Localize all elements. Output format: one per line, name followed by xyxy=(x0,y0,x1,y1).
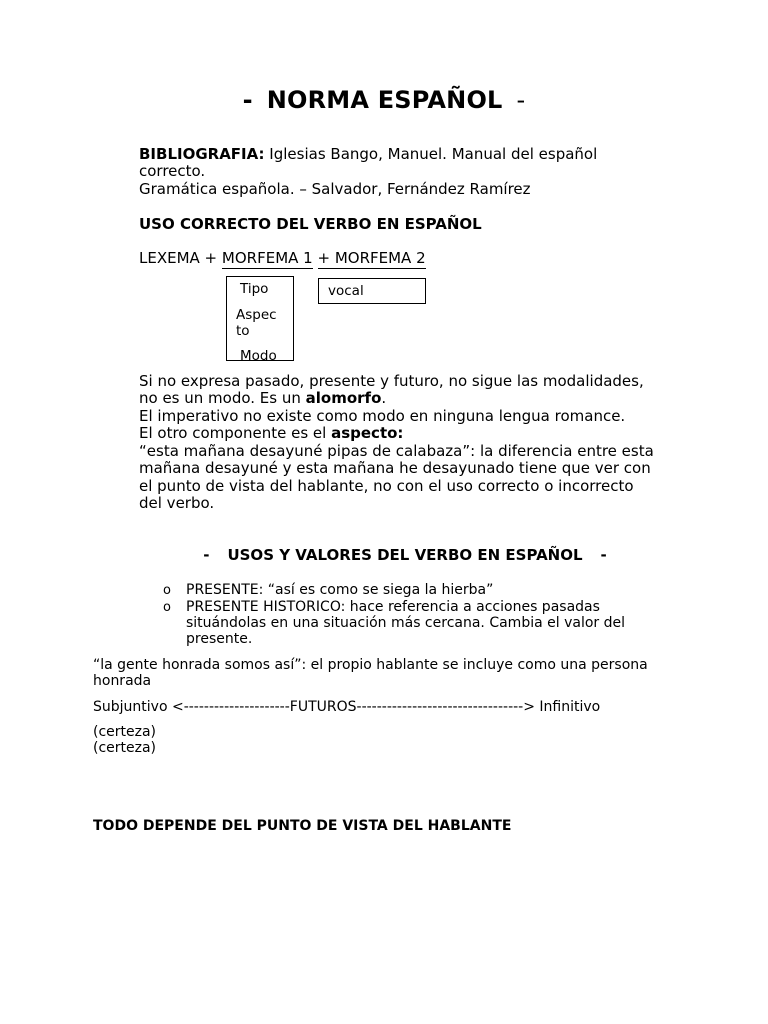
quote-line: “la gente honrada somos así”: el propio hablante se incluye como una persona xyxy=(93,657,648,673)
box-item-tipo: Tipo xyxy=(240,281,269,297)
verb-formula xyxy=(139,250,426,268)
bullet-marker: o xyxy=(163,600,171,615)
paragraph-line xyxy=(139,425,403,443)
heading-dash-right: - xyxy=(600,546,607,564)
text-fragment: . xyxy=(381,389,387,407)
conclusion-heading: TODO DEPENDE DEL PUNTO DE VISTA DEL HABLANTE xyxy=(93,818,512,834)
bibliography-line-1 xyxy=(139,146,597,164)
bibliography-line-2: correcto. xyxy=(139,162,206,180)
heading-dash-left: - xyxy=(203,546,210,564)
formula-morfema-1: MORFEMA 1 xyxy=(221,249,313,267)
term-aspecto: aspecto: xyxy=(331,424,404,442)
bullet-item-continuation: presente. xyxy=(186,631,253,647)
paragraph-line: del verbo. xyxy=(139,494,215,512)
title-dash-left: - xyxy=(242,86,253,114)
page-title xyxy=(0,86,768,114)
term-alomorfo: alomorfo xyxy=(305,389,382,407)
section1-heading: USO CORRECTO DEL VERBO EN ESPAÑOL xyxy=(139,215,482,233)
certeza-label: (certeza) xyxy=(93,724,157,740)
text-fragment: El otro componente es el xyxy=(139,424,332,442)
morfema-1-box xyxy=(226,276,294,361)
text-fragment: no es un modo. Es un xyxy=(139,389,306,407)
bibliography-text: Iglesias Bango, Manuel. Manual del español xyxy=(264,145,598,163)
certeza-label: (certeza) xyxy=(93,740,157,756)
bullet-item-presente-historico: PRESENTE HISTORICO: hace referencia a acciones pasadas xyxy=(186,599,600,615)
formula-morfema-2: + MORFEMA 2 xyxy=(317,249,426,267)
title-dash-right: - xyxy=(516,86,526,114)
paragraph-line: “esta mañana desayuné pipas de calabaza”: la diferencia entre esta xyxy=(139,442,654,460)
box-item-vocal: vocal xyxy=(328,283,364,299)
quote-line: honrada xyxy=(93,673,152,689)
paragraph-line: el punto de vista del hablante, no con el uso correcto o incorrecto xyxy=(139,477,634,495)
paragraph-line xyxy=(139,390,386,408)
paragraph-line: Si no expresa pasado, presente y futuro, no sigue las modalidades, xyxy=(139,372,644,390)
section2-heading xyxy=(0,546,768,564)
bibliography-label: BIBLIOGRAFIA: xyxy=(139,145,265,163)
bullet-marker: o xyxy=(163,583,171,598)
futuros-scale: Subjuntivo <---------------------FUTUROS---------------------------------> Infinitivo xyxy=(93,699,601,715)
section2-heading-text: USOS Y VALORES DEL VERBO EN ESPAÑOL xyxy=(227,546,583,564)
bibliography-line-3: Gramática española. – Salvador, Fernández Ramírez xyxy=(139,180,531,198)
paragraph-line: mañana desayuné y esta mañana he desayunado tiene que ver con xyxy=(139,459,651,477)
formula-lexema: LEXEMA + xyxy=(139,249,218,267)
morfema-2-box xyxy=(318,278,426,304)
paragraph-line: El imperativo no existe como modo en ninguna lengua romance. xyxy=(139,407,626,425)
bullet-item-continuation: situándolas en una situación más cercana. Cambia el valor del xyxy=(186,615,625,631)
bullet-item-presente: PRESENTE: “así es como se siega la hierba” xyxy=(186,582,494,598)
box-item-aspecto: Aspec to xyxy=(236,307,277,339)
box-item-modo: Modo xyxy=(240,348,277,361)
title-text: NORMA ESPAÑOL xyxy=(266,86,503,114)
